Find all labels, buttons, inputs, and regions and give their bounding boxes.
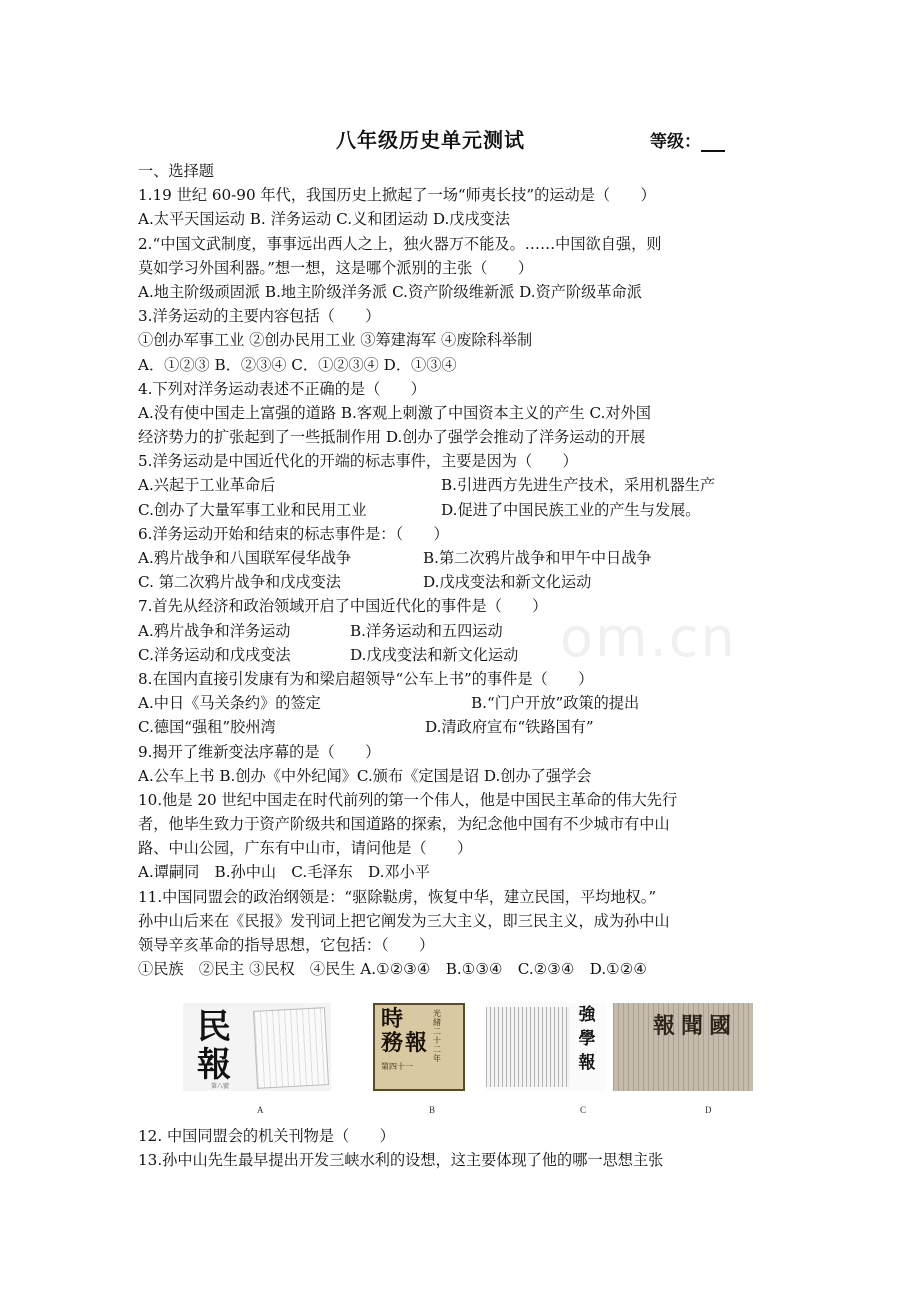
question-line: 者，他毕生致力于资产阶级共和国道路的探索，为纪念他中国有不少城市有中山	[138, 815, 670, 834]
figure-c-title-3: 報	[578, 1053, 596, 1073]
option-b: B.引进西方先进生产技术，采用机器生产	[441, 476, 716, 495]
option-line: A.谭嗣同 B.孙中山 C.毛泽东 D.邓小平	[138, 863, 430, 882]
option-line: A.公车上书 B.创办《中外纪闻》C.颁布《定国是诏 D.创办了强学会	[138, 766, 592, 785]
option-line: A.地主阶级顽固派 B.地主阶级洋务派 C.资产阶级维新派 D.资产阶级革命派	[138, 282, 642, 301]
option-row	[138, 546, 786, 570]
option-row	[138, 691, 786, 715]
figure-d-caption: D	[705, 1105, 712, 1115]
figure-b-issue: 第四十一	[381, 1062, 413, 1071]
question-line: 5.洋务运动是中国近代化的开端的标志事件，主要是因为（ ）	[138, 452, 578, 471]
option-line: A.没有使中国走上富强的道路 B.客观上刺激了中国资本主义的产生 C.对外国	[138, 403, 651, 422]
figure-c-text-block	[486, 1007, 570, 1087]
option-b: B.洋务运动和五四运动	[350, 621, 503, 640]
question-line: 10.他是 20 世纪中国走在时代前列的第一个伟人，他是中国民主革命的伟大先行	[138, 790, 678, 809]
option-row	[138, 643, 786, 667]
question-line: 6.洋务运动开始和结束的标志事件是：（ ）	[138, 524, 449, 543]
figure-c-image	[486, 1003, 606, 1091]
option-line: 经济势力的扩张起到了一些抵制作用 D.创办了强学会推动了洋务运动的开展	[138, 428, 646, 447]
option-d: D.促进了中国民族工业的产生与发展。	[441, 500, 701, 519]
option-d: D.清政府宣布“铁路国有”	[425, 718, 594, 737]
newspaper-figures	[183, 1003, 753, 1118]
figure-d-title-2: 聞	[681, 1014, 704, 1039]
grade-field	[650, 127, 725, 152]
grade-label: 等级：	[650, 132, 701, 152]
grade-blank[interactable]	[701, 134, 725, 152]
figure-c-title-2: 學	[578, 1029, 596, 1049]
option-line: A.太平天国运动 B. 洋务运动 C.义和团运动 D.戊戌变法	[138, 210, 511, 229]
figure-b-side: 光緒二十二年	[433, 1009, 441, 1063]
page-title: 八年级历史单元测试	[336, 128, 525, 152]
figure-a-image	[183, 1003, 331, 1091]
figure-d-image	[613, 1003, 753, 1091]
option-d: D.戊戌变法和新文化运动	[350, 645, 519, 664]
question-line: 9.揭开了维新变法序幕的是（ ）	[138, 742, 381, 761]
figure-b-title-3: 報	[405, 1031, 428, 1056]
figure-c-title-1: 強	[578, 1005, 596, 1025]
option-b: B.第二次鸦片战争和甲午中日战争	[423, 549, 652, 567]
option-row	[138, 715, 786, 739]
question-line: 4.下列对洋务运动表述不正确的是（ ）	[138, 379, 426, 398]
option-line: ①民族 ②民主 ③民权 ④民生 A.①②③④ B.①③④ C.②③④ D.①②④	[138, 960, 647, 979]
figure-d	[613, 1003, 753, 1115]
option-row	[138, 570, 786, 594]
question-line: 领导辛亥革命的指导思想，它包括：（ ）	[138, 936, 435, 954]
figure-a-caption: A	[257, 1105, 264, 1115]
question-line: 8.在国内直接引发康有为和梁启超领导“公车上书”的事件是（ ）	[138, 669, 594, 688]
option-a: A.鸦片战争和洋务运动	[138, 621, 291, 640]
figure-b-caption: B	[429, 1105, 436, 1115]
option-c: C. 第二次鸦片战争和戊戌变法	[138, 573, 341, 592]
figure-a-issue: 第八號	[211, 1083, 230, 1090]
section-heading: 一、选择题	[138, 162, 214, 180]
question-line: 12. 中国同盟会的机关刊物是（ ）	[138, 1127, 395, 1145]
question-body	[138, 159, 786, 981]
figure-d-title-1: 國	[709, 1014, 732, 1039]
figure-a-title-1: 民	[197, 1007, 231, 1047]
option-c: C.德国“强租”胶州湾	[138, 718, 276, 737]
watermark: om.cn	[560, 606, 737, 669]
figure-c-caption: C	[580, 1105, 587, 1115]
option-b: B.“门户开放”政策的提出	[471, 694, 640, 713]
figure-b-title-1: 時	[381, 1007, 404, 1032]
option-d: D.戊戌变法和新文化运动	[423, 573, 592, 592]
option-line: ①创办军事工业 ②创办民用工业 ③筹建海军 ④废除科举制	[138, 331, 533, 350]
option-line: A．①②③ B．②③④ C．①②③④ D．①③④	[138, 355, 457, 374]
figure-c	[486, 1003, 606, 1115]
figure-a-title-2: 報	[197, 1045, 231, 1085]
question-line: 孙中山后来在《民报》发刊词上把它阐发为三大主义，即三民主义，成为孙中山	[138, 911, 670, 930]
option-row	[138, 498, 786, 522]
option-a: A.鸦片战争和八国联军侵华战争	[138, 549, 352, 567]
question-body-continued	[138, 1124, 786, 1172]
option-a: A.中日《马关条约》的签定	[138, 694, 321, 713]
figure-a	[183, 1003, 331, 1115]
figure-a-page	[253, 1007, 329, 1089]
figure-b-image	[373, 1003, 465, 1091]
figure-d-title-3: 報	[653, 1014, 676, 1039]
figure-b-title-2: 務	[381, 1031, 404, 1056]
option-row	[138, 473, 786, 497]
question-line: 2.“中国文武制度，事事远出西人之上，独火器万不能及。……中国欲自强，则	[138, 234, 662, 253]
figure-b	[373, 1003, 465, 1115]
option-row	[138, 619, 786, 643]
option-c: C.创办了大量军事工业和民用工业	[138, 500, 367, 519]
question-line: 莫如学习外国利器。”想一想，这是哪个派别的主张（ ）	[138, 258, 534, 277]
question-line: 3.洋务运动的主要内容包括（ ）	[138, 307, 381, 326]
option-a: A.兴起于工业革命后	[138, 476, 276, 495]
question-line: 1.19 世纪 60-90 年代，我国历史上掀起了一场“师夷长技”的运动是（ ）	[138, 186, 656, 205]
question-line: 7.首先从经济和政治领域开启了中国近代化的事件是（ ）	[138, 597, 548, 616]
question-line: 13.孙中山先生最早提出开发三峡水利的设想，这主要体现了他的哪一思想主张	[138, 1151, 664, 1170]
option-c: C.洋务运动和戊戌变法	[138, 645, 291, 664]
question-line: 11.中国同盟会的政治纲领是：“驱除鞑虏，恢复中华，建立民国，平均地权。”	[138, 887, 657, 906]
question-line: 路、中山公园，广东有中山市，请问他是（ ）	[138, 839, 473, 858]
